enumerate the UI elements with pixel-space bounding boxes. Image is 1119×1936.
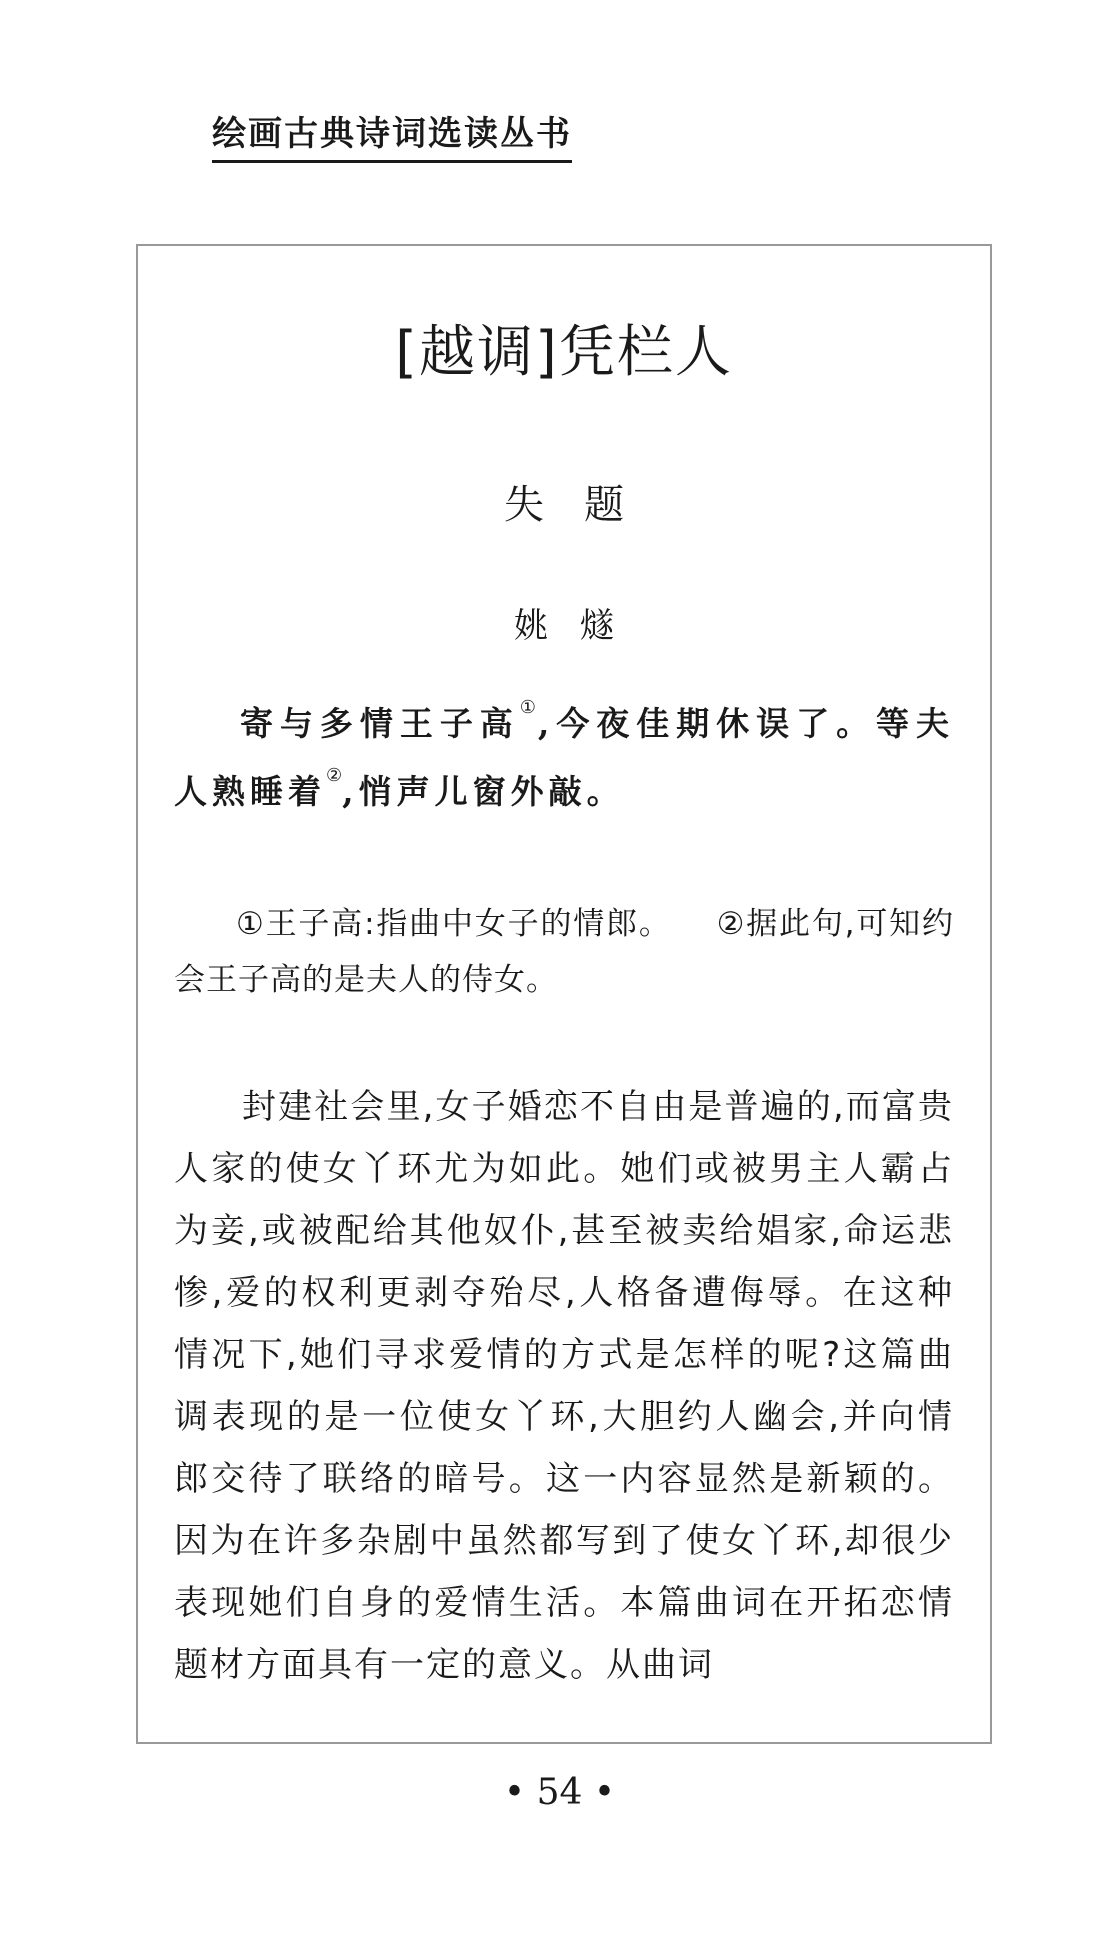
poem-text-part1: 寄与多情王子高	[240, 704, 520, 743]
footnote-2: ②据此句,可知约会王子高的是夫人的侍女。	[174, 906, 954, 998]
footnote-marker-1: ①	[519, 697, 538, 718]
series-title: 绘画古典诗词选读丛书	[212, 112, 572, 163]
footnotes	[174, 896, 954, 1008]
page-number: • 54 •	[503, 1772, 616, 1813]
poem-text	[174, 690, 954, 826]
frame-content	[174, 246, 954, 1742]
poem-text-part3: ,悄声儿窗外敲。	[342, 772, 625, 811]
commentary-paragraph: 封建社会里,女子婚恋不自由是普遍的,而富贵人家的使女丫环尤为如此。她们或被男主人霸占为妾,或被配给其他奴仆,甚至被卖给娼家,命运悲惨,爱的权利更剥夺殆尽,人格备遭侮辱。在这种情况下,她们寻求爱情的方式是怎样的呢?这篇曲调表现的是一位使女丫环,大胆约人幽会,并向情郎交待了联络的暗号。这一内容显然是新颖的。因为在许多杂剧中虽然都写到了使女丫环,却很少表现她们自身的爱情生活。本篇曲词在开拓恋情题材方面具有一定的意义。从曲词	[174, 1087, 954, 1685]
poem-author: 姚燧	[514, 606, 646, 646]
poem-subtitle: 失题	[504, 482, 664, 528]
footnote-1: ①王子高:指曲中女子的情郎。	[236, 906, 672, 942]
poem-text-part2: ,今夜佳期休误了。等夫人熟睡着	[174, 704, 955, 811]
text-frame	[136, 244, 992, 1744]
footnote-marker-2: ②	[326, 765, 343, 786]
poem-title: [越调]凭栏人	[395, 320, 733, 385]
